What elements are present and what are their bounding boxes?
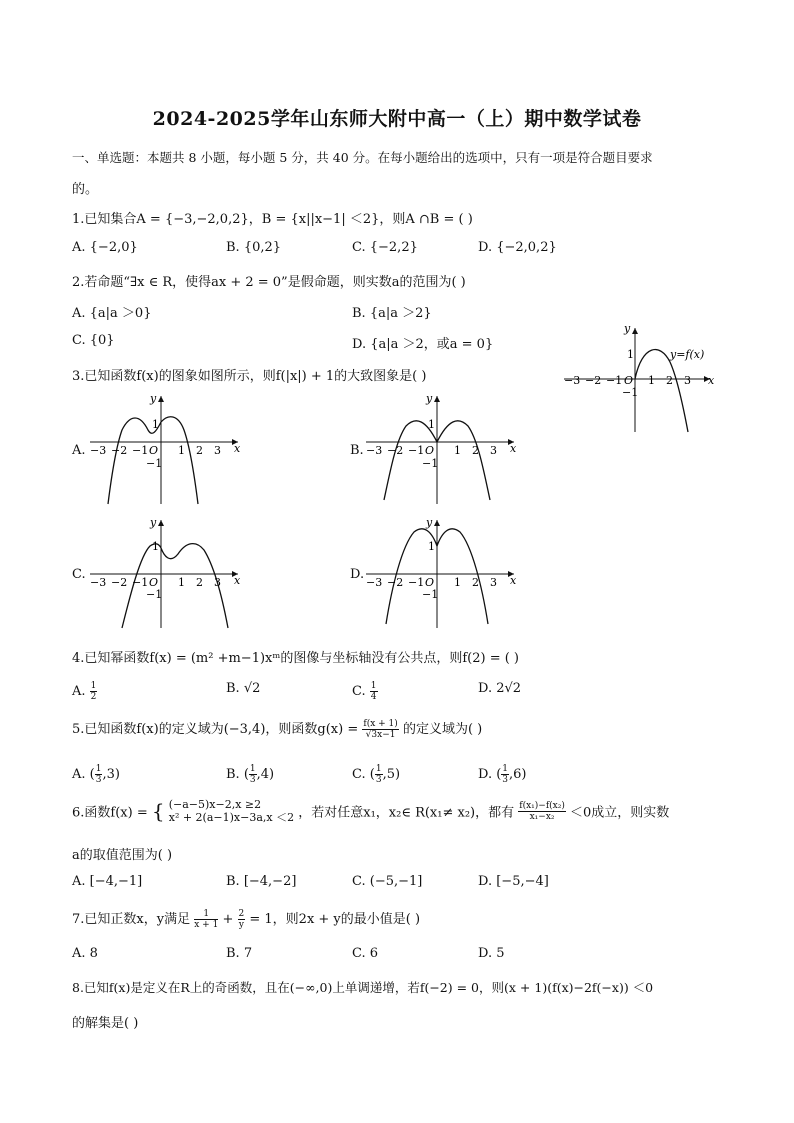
q6-option-c: C. (−5,−1] (352, 874, 423, 889)
svg-text:−1: −1 (408, 576, 425, 589)
axis-y-label: y (624, 322, 631, 335)
q4-option-a: A. $\frac{1}{2}$ (72, 681, 97, 702)
svg-text:2: 2 (196, 576, 203, 589)
svg-text:1: 1 (648, 374, 655, 387)
svg-text:O: O (425, 576, 435, 589)
svg-text:O: O (425, 444, 435, 457)
q6-option-d: D. [−5,−4] (478, 874, 549, 889)
q3-graph-d (362, 516, 522, 631)
question-5-stem: 5.已知函数f(x)的定义域为(−3,4)，则函数g(x) = $\frac{f(x + 1)}{√3x-1}$ 的定义域为( ) (72, 719, 483, 740)
question-4-stem: 4.已知幂函数f(x) = (m² +m−1)xᵐ的图像与坐标轴没有公共点，则f(2) = ( ) (72, 651, 520, 666)
question-6-stem: 6.函数f(x) = { (−a−5)x−2,x ≥2 x² + 2(a−1)x−3a,x ＜2 ，若对任意x₁，x₂∈ R(x₁≠ x₂)，都有 $\frac{\text{f(x₁)−f(x₂)}}{\text{x₁−x₂}}$ ＜0成立，则实数 (72, 798, 670, 824)
svg-text:1: 1 (627, 348, 634, 361)
question-1-stem: 1.已知集合A = {−3,−2,0,2}，B = {x||x−1| ＜2}，则A ∩B = ( ) (72, 212, 473, 227)
question-6-stem-cont: a的取值范围为( ) (72, 848, 173, 863)
q2-option-d: D. {a|a ＞2，或a = 0} (352, 337, 494, 352)
q2-option-c: C. {0} (72, 333, 115, 348)
svg-text:1: 1 (152, 540, 159, 553)
svg-text:O: O (149, 444, 159, 457)
svg-text:2: 2 (196, 444, 203, 457)
page-title: 2024-2025学年山东师大附中高一（上）期中数学试卷 (152, 108, 642, 130)
svg-text:−1: −1 (622, 386, 639, 399)
svg-text:x: x (510, 442, 517, 455)
q6-option-a: A. [−4,−1] (72, 874, 143, 889)
q3-option-a: A. (72, 443, 86, 458)
svg-text:−2: −2 (387, 444, 404, 457)
svg-text:−1: −1 (408, 444, 425, 457)
svg-text:−3: −3 (90, 576, 107, 589)
axis-x-label: x (708, 374, 715, 387)
q1-option-c: C. {−2,2} (352, 240, 418, 255)
svg-text:2: 2 (472, 576, 479, 589)
svg-text:−1: −1 (606, 374, 623, 387)
svg-text:3: 3 (684, 374, 691, 387)
svg-text:y: y (150, 392, 157, 405)
q3-reference-graph (560, 320, 720, 440)
svg-text:−3: −3 (564, 374, 581, 387)
q1-option-b: B. {0,2} (226, 240, 282, 255)
q5-option-c: C. ( $\frac{1}{3}$ ,5) (352, 764, 401, 785)
svg-text:3: 3 (214, 444, 221, 457)
q7-option-c: C. 6 (352, 946, 379, 961)
svg-text:1: 1 (428, 540, 435, 553)
q3-option-b: B. (350, 443, 364, 458)
q7-option-d: D. 5 (478, 946, 505, 961)
q4-option-d: D. 2√2 (478, 681, 522, 696)
svg-text:y: y (426, 516, 433, 529)
svg-text:1: 1 (428, 418, 435, 431)
svg-text:−1: −1 (132, 576, 149, 589)
q6-option-b: B. [−4,−2] (226, 874, 297, 889)
svg-text:1: 1 (454, 444, 461, 457)
svg-text:x: x (510, 574, 517, 587)
q3-graph-c (86, 516, 246, 631)
svg-text:2: 2 (666, 374, 673, 387)
svg-text:y: y (426, 392, 433, 405)
svg-text:−2: −2 (585, 374, 602, 387)
q5-option-d: D. ( $\frac{1}{3}$ ,6) (478, 764, 527, 785)
q5-option-a: A. ( $\frac{1}{3}$ ,3) (72, 764, 120, 785)
svg-text:−1: −1 (422, 588, 439, 601)
graph-function-label: y=f(x) (670, 348, 705, 361)
q3-option-d: D. (350, 567, 365, 582)
q7-option-b: B. 7 (226, 946, 253, 961)
svg-text:−2: −2 (111, 576, 128, 589)
svg-text:3: 3 (214, 576, 221, 589)
svg-text:−1: −1 (146, 588, 163, 601)
svg-text:1: 1 (178, 444, 185, 457)
q4-option-c: C. $\frac{1}{4}$ (352, 681, 377, 702)
svg-text:x: x (234, 442, 241, 455)
section-heading: 一、单选题：本题共 8 小题，每小题 5 分，共 40 分。在每小题给出的选项中，只有一项是符合题目要求 (72, 150, 653, 165)
q3-option-c: C. (72, 567, 86, 582)
question-2-stem: 2.若命题“∃x ∈ R，使得ax + 2 = 0”是假命题，则实数a的范围为( ) (72, 275, 466, 290)
svg-text:−1: −1 (146, 457, 163, 470)
svg-text:−3: −3 (366, 576, 383, 589)
q3-graph-a (86, 392, 246, 507)
svg-text:−3: −3 (366, 444, 383, 457)
q1-option-d: D. {−2,0,2} (478, 240, 557, 255)
q2-option-a: A. {a|a ＞0} (72, 306, 152, 321)
question-8-stem-cont: 的解集是( ) (72, 1016, 139, 1031)
svg-text:−2: −2 (111, 444, 128, 457)
question-8-stem: 8.已知f(x)是定义在R上的奇函数，且在(−∞,0)上单调递增，若f(−2) = 0，则(x + 1)(f(x)−2f(−x)) ＜0 (72, 980, 654, 995)
svg-text:3: 3 (490, 576, 497, 589)
svg-text:1: 1 (178, 576, 185, 589)
svg-text:1: 1 (454, 576, 461, 589)
q5-option-b: B. ( $\frac{1}{3}$ ,4) (226, 764, 275, 785)
q1-option-a: A. {−2,0} (72, 240, 138, 255)
question-7-stem: 7.已知正数x，y满足 $\frac{1}{x + 1}$ + $\frac{2}{y}$ = 1，则2x + y的最小值是( ) (72, 909, 421, 930)
q2-option-b: B. {a|a ＞2} (352, 306, 432, 321)
q3-graph-b (362, 392, 522, 507)
svg-text:−3: −3 (90, 444, 107, 457)
svg-text:−2: −2 (387, 576, 404, 589)
svg-text:−1: −1 (422, 457, 439, 470)
origin-label: O (624, 374, 634, 387)
svg-text:y: y (150, 516, 157, 529)
svg-text:2: 2 (472, 444, 479, 457)
svg-text:1: 1 (152, 418, 159, 431)
svg-text:O: O (149, 576, 159, 589)
section-heading-cont: 的。 (72, 182, 99, 197)
q4-option-b: B. √2 (226, 681, 261, 696)
question-3-stem: 3.已知函数f(x)的图象如图所示，则f(|x|) + 1的大致图象是( ) (72, 369, 427, 384)
svg-text:x: x (234, 574, 241, 587)
q7-option-a: A. 8 (72, 946, 98, 961)
svg-text:3: 3 (490, 444, 497, 457)
svg-text:−1: −1 (132, 444, 149, 457)
